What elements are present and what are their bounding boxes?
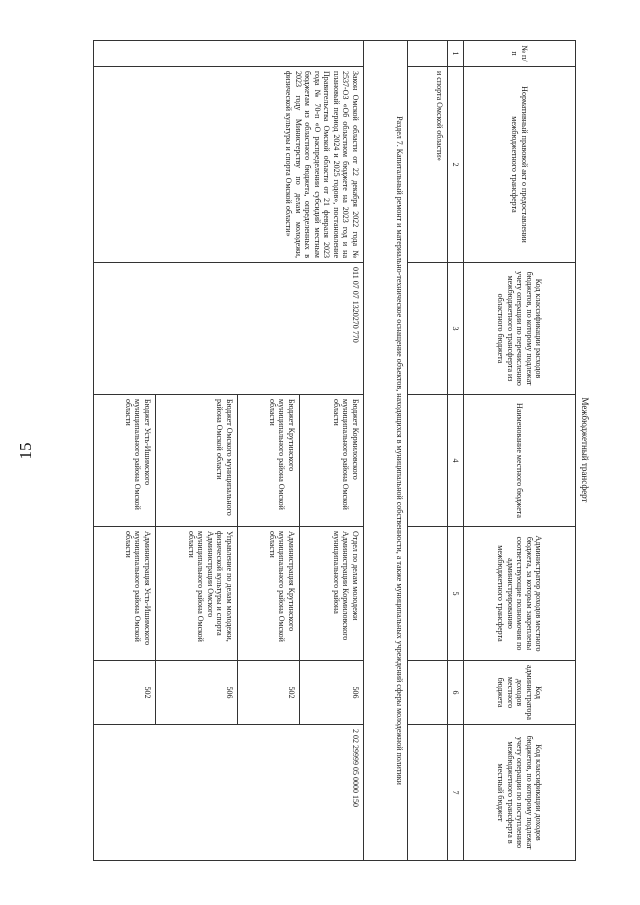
continuation-cell <box>407 263 447 395</box>
col-number-6: 6 <box>447 661 463 725</box>
col-number-3: 3 <box>447 263 463 395</box>
entry-row-1 <box>299 41 363 861</box>
administrator-name: Администрация Усть-Ишимского муниципального района Омской области <box>93 527 155 661</box>
col-number-7: 7 <box>447 725 463 861</box>
column-number-row <box>447 41 463 861</box>
admin-code: 502 <box>237 661 299 725</box>
administrator-name: Управление по делам молодежи, физической культуры и спорта Администрации Омского муниципального района Омской области <box>155 527 237 661</box>
header-col-2: Нормативный правовой акт о предоставлении межбюджетного трансферта <box>464 67 576 263</box>
col-number-5: 5 <box>447 527 463 661</box>
budget-name: Бюджет Усть-Ишимского муниципального района Омской области <box>93 395 155 527</box>
admin-code: 506 <box>155 661 237 725</box>
col-number-1: 1 <box>447 41 463 67</box>
col-number-4: 4 <box>447 395 463 527</box>
admin-code: 506 <box>299 661 363 725</box>
budget-name: Бюджет Омского муниципального района Омской области <box>155 395 237 527</box>
page-number: 15 <box>16 442 35 460</box>
header-row <box>464 41 576 861</box>
continuation-cell <box>407 725 447 861</box>
header-col-5: Администратор доходов местного бюджета, за которым закреплены соответствующие полномочия по администрированию межбюджетного трансферта <box>464 527 576 661</box>
continuation-act: и спорта Омской области» <box>407 67 447 263</box>
budget-name: Бюджет Крутинского муниципального района Омской области <box>237 395 299 527</box>
header-col-4: Наименование местного бюджета <box>464 395 576 527</box>
continuation-row <box>407 41 447 861</box>
header-col-3: Код классификации расходов бюджетов, по которому подлежат учету операции по перечислению межбюджетного трансферта из областного бюджета <box>464 263 576 395</box>
expense-code: 011 07 07 1320270 770 <box>93 263 363 395</box>
header-col-7: Код классификации доходов бюджетов, по которому подлежат учету операции по поступлению межбюджетного трансферта в местный бюджет <box>464 725 576 861</box>
section-row <box>363 41 407 861</box>
transfer-table <box>93 40 576 861</box>
continuation-cell <box>407 527 447 661</box>
col-number-2: 2 <box>447 67 463 263</box>
administrator-name: Администрация Крутинского муниципального района Омской области <box>237 527 299 661</box>
income-code: 2 02 29999 05 0000 150 <box>93 725 363 861</box>
document-content <box>50 40 590 860</box>
entry-num <box>93 41 363 67</box>
header-col-1: № п/п <box>464 41 576 67</box>
continuation-num <box>407 41 447 67</box>
continuation-cell <box>407 661 447 725</box>
admin-code: 502 <box>93 661 155 725</box>
administrator-name: Отдел по делам молодежи Администрации Кормиловского муниципального района <box>299 527 363 661</box>
budget-name: Бюджет Кормиловского муниципального района Омской области <box>299 395 363 527</box>
continuation-cell <box>407 395 447 527</box>
header-col-6: Код администратора доходов местного бюджета <box>464 661 576 725</box>
section-title: Раздел 7. Капитальный ремонт и материально-техническое оснащение объектов, находящихся в муниципальной собственности, а также муниципальных учреждений сферы молодежной политики <box>363 41 407 861</box>
legal-act-text: Закон Омской области от 22 декабря 2022 года № 2537-ОЗ «Об областном бюджете на 2023 год и на плановый период 2024 и 2025 годов», постановление Правительства Омской области от 21 февраля 2023 года № 70-п «О распределении субсидий местным бюджетам из областного бюджета, определенных в 2023 году Министерству по делам молодежи, физической культуры и спорта Омской области» <box>93 67 363 263</box>
table-title: Межбюджетный трансферт <box>580 397 590 503</box>
